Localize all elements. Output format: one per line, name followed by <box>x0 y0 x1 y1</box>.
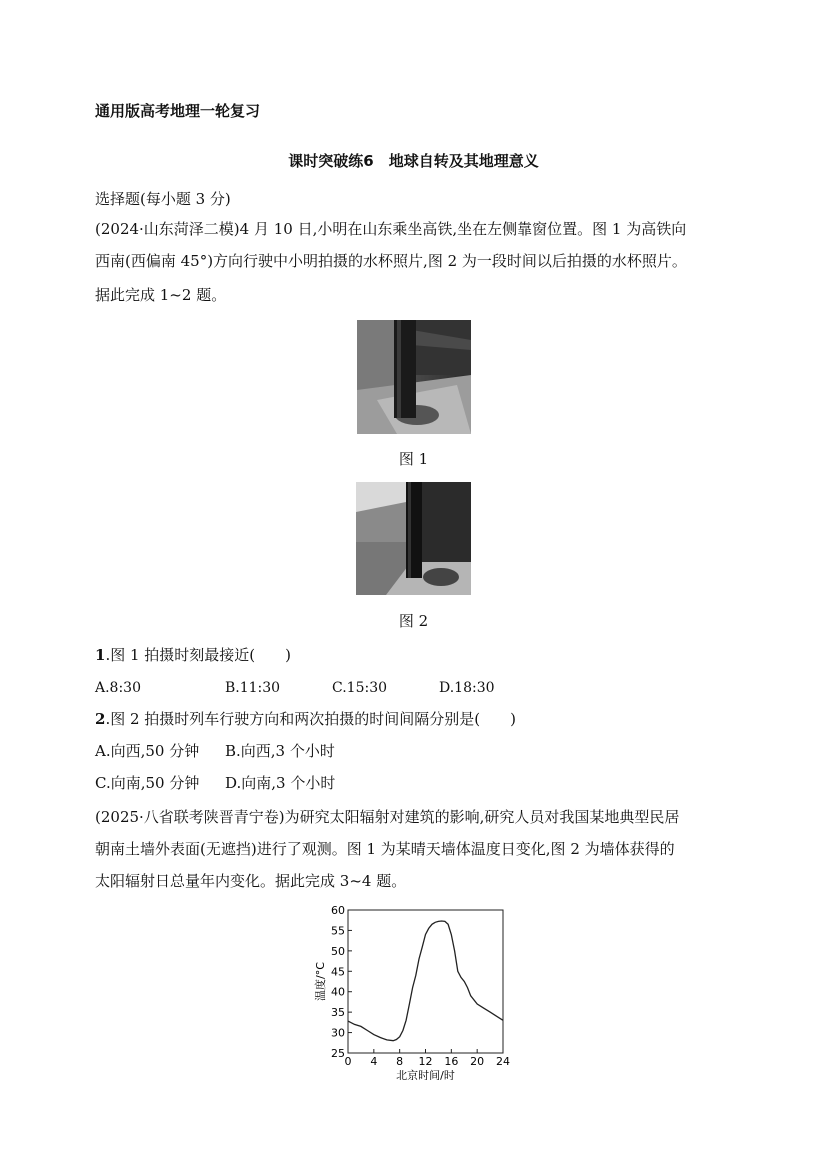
page-title: 课时突破练6 地球自转及其地理意义 <box>288 152 539 170</box>
y-axis-label: 温度/°C <box>314 962 327 1001</box>
q2-option-d[interactable]: D.向南,3 个小时 <box>225 774 336 792</box>
question-1 <box>95 640 291 670</box>
q1-option-c[interactable]: C.15:30 <box>332 680 388 696</box>
doc-header: 通用版高考地理一轮复习 <box>95 102 261 120</box>
q1-option-b[interactable]: B.11:30 <box>225 680 281 696</box>
question-2-number: 2 <box>95 710 106 728</box>
figure-1-photo <box>357 320 471 434</box>
q2-option-c[interactable]: C.向南,50 分钟 <box>95 774 200 792</box>
y-tick-label: 35 <box>331 1006 345 1020</box>
q1-option-d[interactable]: D.18:30 <box>439 680 495 696</box>
intro1-line3: 据此完成 1~2 题。 <box>95 286 227 304</box>
q2-option-b[interactable]: B.向西,3 个小时 <box>225 742 335 760</box>
x-tick-label: 0 <box>344 1055 352 1068</box>
y-tick-label: 30 <box>331 1026 345 1040</box>
temperature-chart <box>310 900 520 1080</box>
question-1-text: .图 1 拍摄时刻最接近( ) <box>105 646 291 664</box>
x-tick-label: 24 <box>496 1055 510 1068</box>
y-tick-label: 25 <box>331 1047 345 1060</box>
y-tick-label: 50 <box>331 944 345 958</box>
figure-2-photo <box>356 482 471 595</box>
y-tick-label: 55 <box>331 924 345 938</box>
question-2 <box>95 704 516 734</box>
y-tick-label: 40 <box>331 985 345 999</box>
section-label: 选择题(每小题 3 分) <box>95 190 231 208</box>
intro2-line2: 朝南土墙外表面(无遮挡)进行了观测。图 1 为某晴天墙体温度日变化,图 2 为墙体获得的 <box>95 840 675 858</box>
temperature-series-line <box>348 921 503 1041</box>
figure-2-caption: 图 2 <box>398 612 429 630</box>
q1-option-a[interactable]: A.8:30 <box>95 680 141 696</box>
question-2-text: .图 2 拍摄时列车行驶方向和两次拍摄的时间间隔分别是( ) <box>105 710 516 728</box>
intro1-line2: 西南(西偏南 45°)方向行驶中小明拍摄的水杯照片,图 2 为一段时间以后拍摄的水杯照片。 <box>95 252 687 270</box>
x-tick-label: 8 <box>396 1055 404 1068</box>
intro2-line3: 太阳辐射日总量年内变化。据此完成 3~4 题。 <box>95 872 407 890</box>
intro2-line1: (2025·八省联考陕晋青宁卷)为研究太阳辐射对建筑的影响,研究人员对我国某地典型民居 <box>95 808 680 826</box>
x-tick-label: 16 <box>444 1055 459 1068</box>
x-axis-label: 北京时间/时 <box>396 1069 455 1080</box>
q2-option-a[interactable]: A.向西,50 分钟 <box>95 742 200 760</box>
figure-1-caption: 图 1 <box>398 450 429 468</box>
x-tick-label: 12 <box>418 1055 433 1068</box>
plot-frame <box>348 910 503 1053</box>
question-1-number: 1 <box>95 646 106 664</box>
x-tick-label: 4 <box>370 1055 378 1068</box>
y-tick-label: 60 <box>331 904 345 917</box>
x-tick-label: 20 <box>470 1055 485 1068</box>
y-tick-label: 45 <box>331 965 345 979</box>
intro1-line1: (2024·山东菏泽二模)4 月 10 日,小明在山东乘坐高铁,坐在左侧靠窗位置。图 1 为高铁向 <box>95 220 687 238</box>
